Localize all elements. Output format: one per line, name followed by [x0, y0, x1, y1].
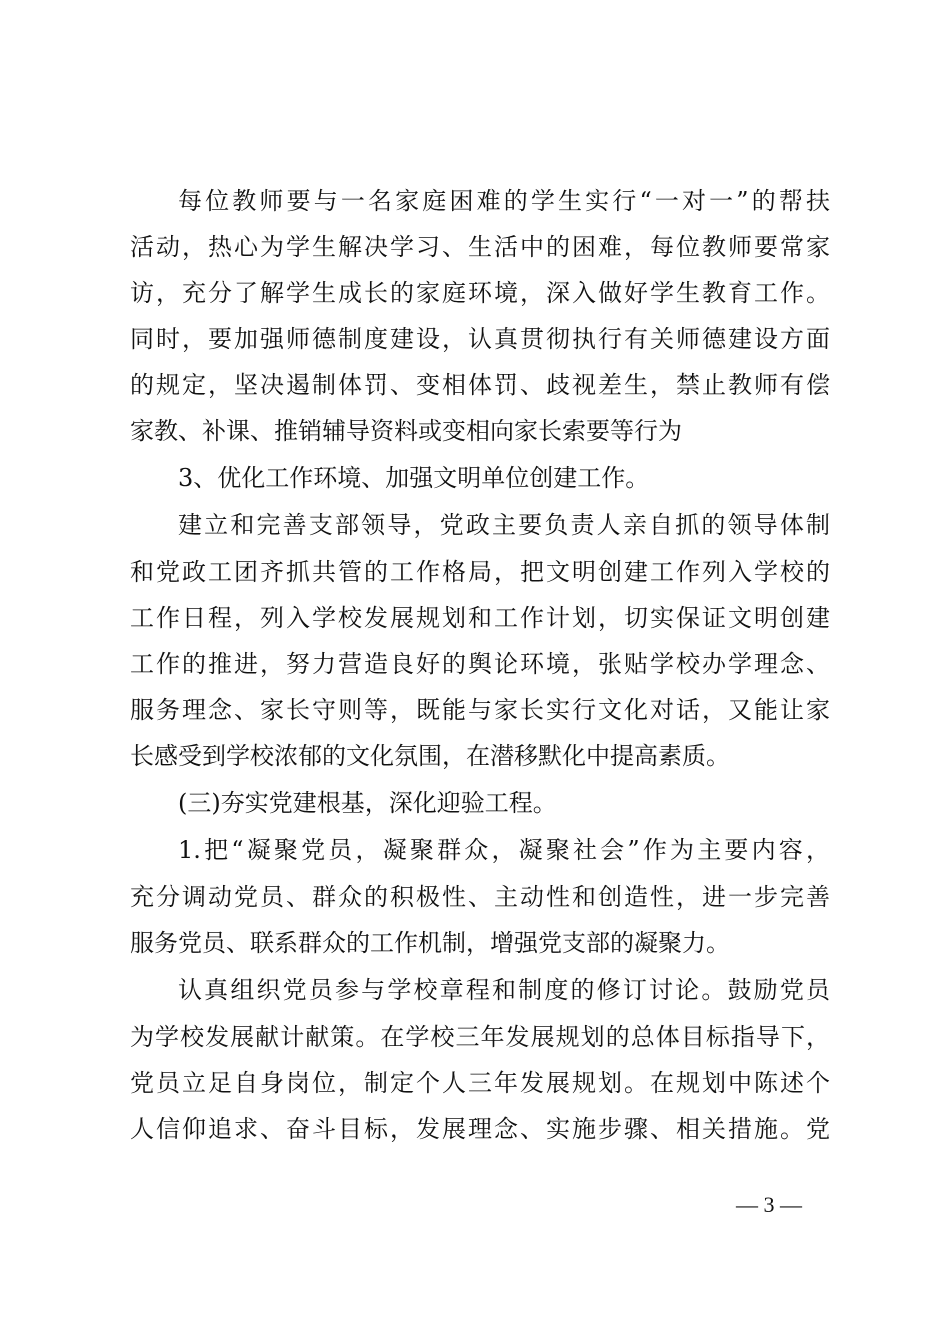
text-line: 人信仰追求、奋斗目标，发展理念、实施步骤、相关措施。党: [130, 1115, 830, 1143]
text-line: 服务理念、家长守则等，既能与家长实行文化对话，又能让家: [130, 696, 830, 724]
page-number: — 3 —: [736, 1192, 802, 1217]
section-heading: 3、优化工作环境、加强文明单位创建工作。: [178, 464, 650, 492]
text-line: 为学校发展献计献策。在学校三年发展规划的总体目标指导下，: [130, 1023, 830, 1051]
text-line: 工作的推进，努力营造良好的舆论环境，张贴学校办学理念、: [130, 650, 830, 678]
text-line: 的规定，坚决遏制体罚、变相体罚、歧视差生，禁止教师有偿: [130, 371, 830, 399]
text-line: 建立和完善支部领导，党政主要负责人亲自抓的领导体制: [178, 511, 830, 539]
text-line: 1.把“凝聚党员，凝聚群众，凝聚社会”作为主要内容，: [178, 836, 830, 864]
text-line: 党员立足自身岗位，制定个人三年发展规划。在规划中陈述个: [130, 1069, 830, 1097]
text-line: 服务党员、联系群众的工作机制，增强党支部的凝聚力。: [130, 929, 730, 957]
text-line: 和党政工团齐抓共管的工作格局，把文明创建工作列入学校的: [130, 558, 830, 586]
text-line: 同时，要加强师德制度建设，认真贯彻执行有关师德建设方面: [130, 325, 830, 353]
text-line: 长感受到学校浓郁的文化氛围，在潜移默化中提高素质。: [130, 742, 730, 770]
text-line: 活动，热心为学生解决学习、生活中的困难，每位教师要常家: [130, 233, 830, 261]
section-heading: (三)夯实党建根基，深化迎验工程。: [178, 789, 557, 817]
text-line: 每位教师要与一名家庭困难的学生实行“一对一”的帮扶: [178, 187, 830, 215]
text-line: 工作日程，列入学校发展规划和工作计划，切实保证文明创建: [130, 604, 830, 632]
text-line: 家教、补课、推销辅导资料或变相向家长索要等行为: [130, 417, 682, 445]
text-line: 访，充分了解学生成长的家庭环境，深入做好学生教育工作。: [130, 279, 830, 307]
text-line: 充分调动党员、群众的积极性、主动性和创造性，进一步完善: [130, 883, 830, 911]
text-line: 认真组织党员参与学校章程和制度的修订讨论。鼓励党员: [178, 976, 830, 1004]
